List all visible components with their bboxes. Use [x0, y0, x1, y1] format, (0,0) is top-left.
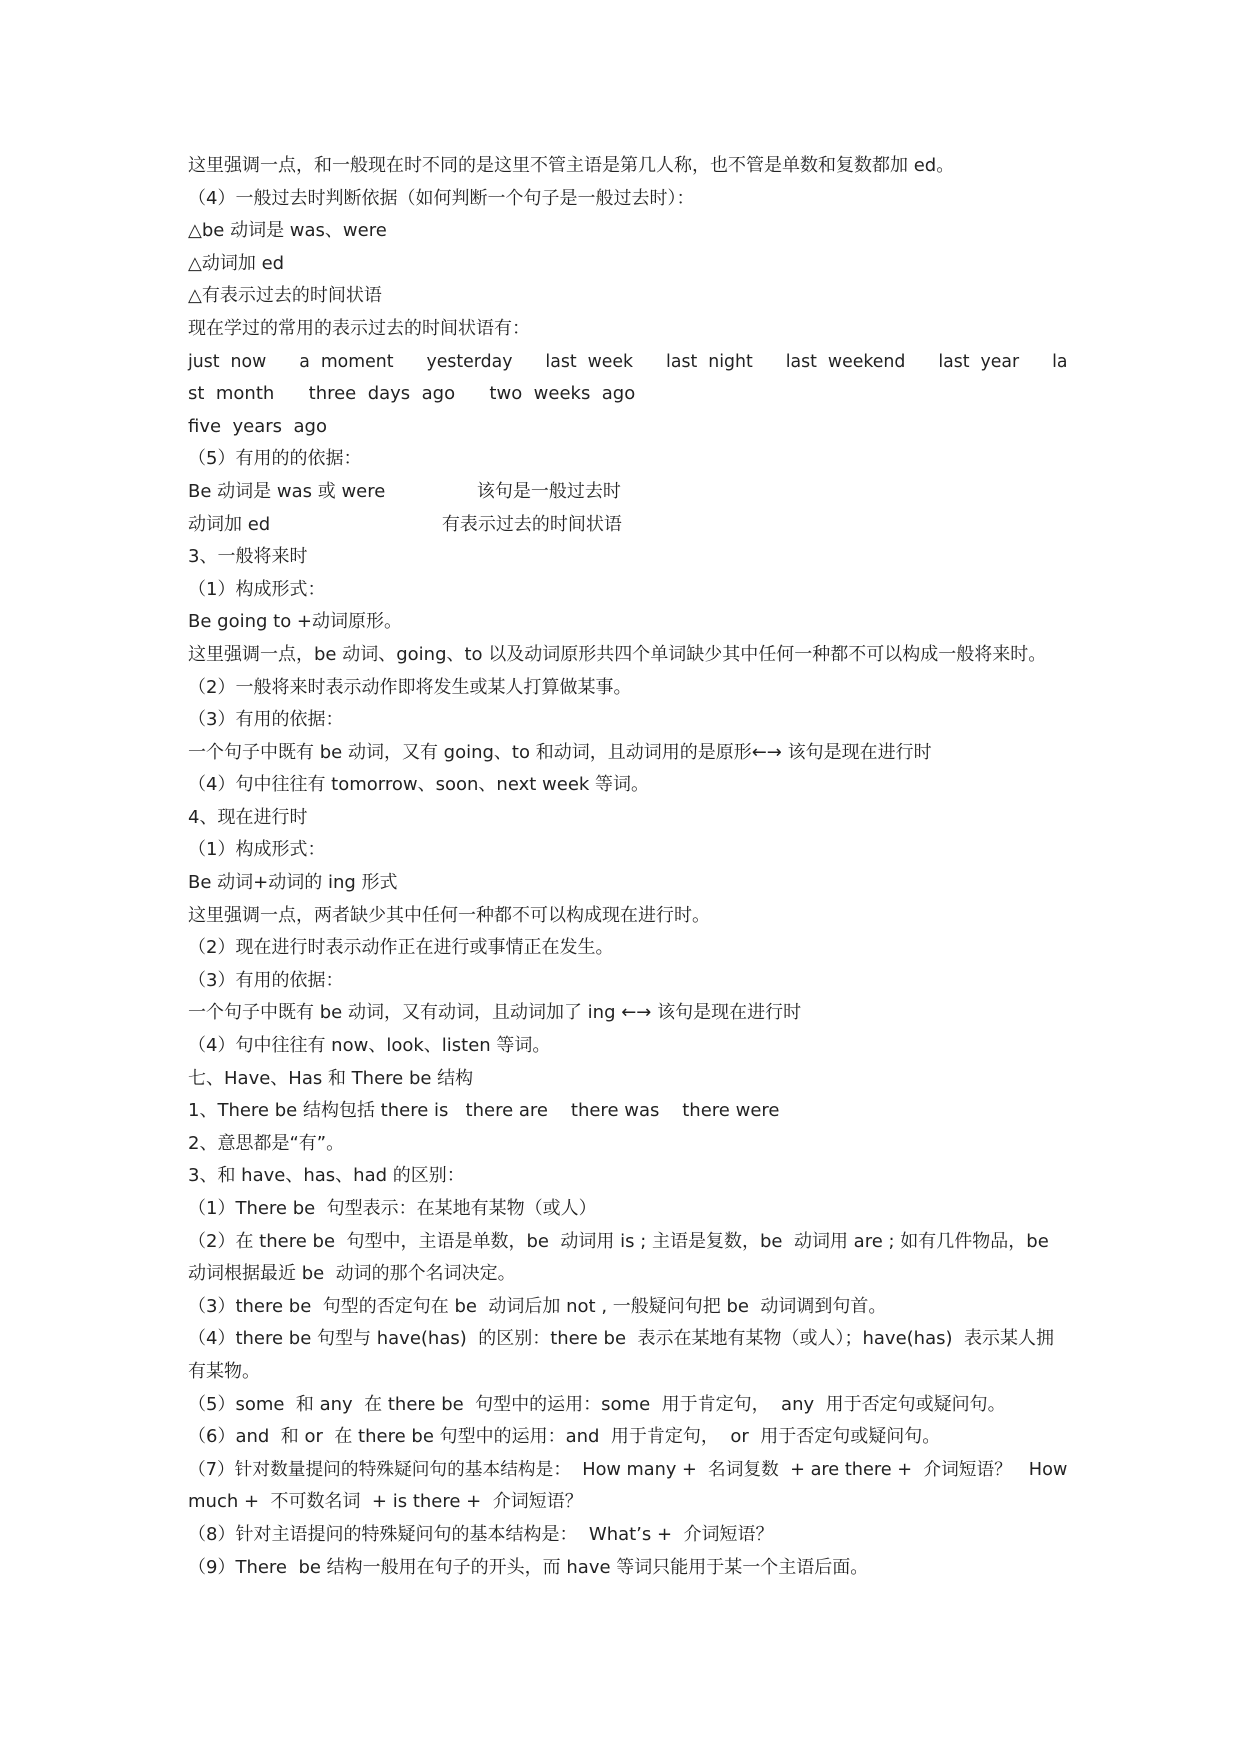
text-line: Be 动词是 was 或 were 该句是一般过去时 [188, 480, 621, 502]
text-line: （6）and 和 or 在 there be 句型中的运用：and 用于肯定句， or 用于否定句或疑问句。 [188, 1426, 941, 1448]
text-line: five years ago [188, 415, 327, 437]
text-line: （2）在 there be 句型中，主语是单数，be 动词用 is ; 主语是复数，be 动词用 are ; 如有几件物品，be [188, 1230, 1049, 1252]
text-line: （5）some 和 any 在 there be 句型中的运用：some 用于肯定句， any 用于否定句或疑问句。 [188, 1393, 1006, 1415]
text-line: 一个句子中既有 be 动词，又有 going、to 和动词，且动词用的是原形←→ 该句是现在进行时 [188, 741, 932, 763]
text-line: （3）有用的依据： [188, 709, 344, 731]
text-line: 一个句子中既有 be 动词，又有动词，且动词加了 ing ←→ 该句是现在进行时 [188, 1002, 802, 1024]
text-line: △be 动词是 was、were [188, 220, 387, 242]
text-line: （7）针对数量提问的特殊疑问句的基本结构是： How many + 名词复数 + are there + 介词短语？ How [188, 1459, 1068, 1480]
text-line: st month three days ago two weeks ago [188, 383, 636, 405]
text-line: 这里强调一点，和一般现在时不同的是这里不管主语是第几人称，也不管是单数和复数都加 ed。 [188, 155, 955, 176]
text-line: just now a moment yesterday last week last night last weekend last year la [188, 351, 1068, 372]
text-line: Be 动词+动词的 ing 形式 [188, 872, 398, 894]
text-line: （4）一般过去时判断依据（如何判断一个句子是一般过去时）： [188, 187, 695, 209]
text-line: （1）There be 句型表示：在某地有某物（或人） [188, 1198, 597, 1219]
text-line: 这里强调一点，be 动词、going、to 以及动词原形共四个单词缺少其中任何一种都不可以构成一般将来时。 [188, 643, 1047, 665]
text-line: 这里强调一点，两者缺少其中任何一种都不可以构成现在进行时。 [188, 904, 710, 926]
text-line: 3、和 have、has、had 的区别： [188, 1165, 465, 1187]
text-line: 2、意思都是“有”。 [188, 1132, 345, 1154]
text-line: （1）构成形式： [188, 839, 326, 861]
text-line: 现在学过的常用的表示过去的时间状语有： [188, 317, 530, 339]
section-heading: 七、Have、Has 和 There be 结构 [188, 1067, 474, 1089]
text-line: 有某物。 [188, 1360, 260, 1382]
text-line: （4）句中往往有 tomorrow、soon、next week 等词。 [188, 774, 650, 796]
text-line: （3）有用的依据： [188, 969, 344, 991]
text-line: （2）现在进行时表示动作正在进行或事情正在发生。 [188, 937, 614, 959]
document-body [188, 150, 1068, 1584]
text-line: （9）There be 结构一般用在句子的开头，而 have 等词只能用于某一个主语后面。 [188, 1556, 869, 1578]
text-line: （2）一般将来时表示动作即将发生或某人打算做某事。 [188, 676, 632, 698]
text-line: （1）构成形式： [188, 578, 326, 600]
text-line: （5）有用的的依据： [188, 448, 362, 470]
text-line: 动词加 ed 有表示过去的时间状语 [188, 513, 622, 535]
text-line: （3）there be 句型的否定句在 be 动词后加 not , 一般疑问句把 be 动词调到句首。 [188, 1295, 887, 1317]
text-line: （4）句中往往有 now、look、listen 等词。 [188, 1035, 551, 1057]
text-line: △有表示过去的时间状语 [188, 285, 382, 307]
text-line: （8）针对主语提问的特殊疑问句的基本结构是： What’s + 介词短语？ [188, 1523, 774, 1545]
text-line: much + 不可数名词 + is there + 介词短语？ [188, 1491, 583, 1513]
text-line: 1、There be 结构包括 there is there are there was there were [188, 1100, 780, 1122]
section-heading: 3、一般将来时 [188, 546, 308, 568]
text-line: △动词加 ed [188, 252, 285, 274]
text-line: 动词根据最近 be 动词的那个名词决定。 [188, 1263, 516, 1285]
section-heading: 4、现在进行时 [188, 806, 308, 828]
text-line: （4）there be 句型与 have(has) 的区别：there be 表示在某地有某物（或人）；have(has) 表示某人拥 [188, 1328, 1054, 1350]
text-line: Be going to +动词原形。 [188, 611, 403, 633]
